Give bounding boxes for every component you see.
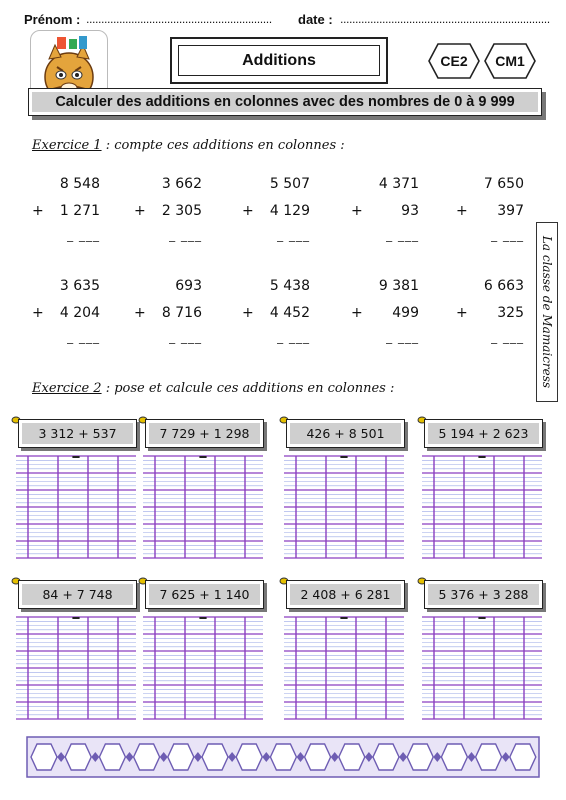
exercise2-text: : pose et calcule ces additions en colonnes :	[105, 381, 395, 396]
plus-sign: +	[242, 305, 254, 321]
level-badge-cm1	[484, 43, 536, 79]
decorative-border	[26, 736, 540, 778]
operation-card	[286, 419, 408, 451]
exercise1-label: Exercice 1	[32, 138, 102, 153]
operation-card	[145, 419, 267, 451]
answer-blank[interactable]: _ ___	[67, 330, 100, 344]
plus-sign: +	[351, 203, 363, 219]
plus-sign: +	[134, 305, 146, 321]
date-label: date :	[298, 12, 333, 27]
operation-text: 5 376 + 3 288	[428, 584, 539, 605]
answer-blank[interactable]: _ ___	[169, 330, 202, 344]
addend-top: 3 635	[59, 278, 100, 294]
title-box	[170, 37, 388, 84]
plus-sign: +	[456, 305, 468, 321]
column-addition	[351, 278, 427, 358]
exercise2-label: Exercice 2	[32, 381, 102, 396]
bee-icon	[280, 570, 288, 578]
bee-icon	[12, 409, 20, 417]
date-field[interactable]: ......................................................................	[340, 13, 550, 26]
column-addition	[134, 278, 210, 358]
operation-text: 3 312 + 537	[22, 423, 133, 444]
bee-icon	[280, 409, 288, 417]
column-addition	[456, 278, 532, 358]
operation-text: 7 625 + 1 140	[149, 584, 260, 605]
answer-blank[interactable]: _ ___	[277, 330, 310, 344]
bee-icon	[139, 409, 147, 417]
exercise2-heading	[32, 381, 394, 396]
level-badge-ce2	[428, 43, 480, 79]
signature-text: La classe de Mamaicress	[540, 235, 554, 389]
addend-bottom: 4 129	[269, 203, 310, 219]
answer-blank[interactable]: _ ___	[386, 330, 419, 344]
answer-blank[interactable]: _ ___	[386, 228, 419, 242]
answer-blank[interactable]: _ ___	[67, 228, 100, 242]
addend-bottom: 4 452	[269, 305, 310, 321]
addend-bottom: 93	[401, 203, 419, 219]
instruction-banner	[28, 88, 546, 120]
level-label: CM1	[495, 53, 525, 69]
column-addition	[32, 278, 108, 358]
operation-card	[18, 580, 140, 612]
column-addition	[351, 176, 427, 256]
operation-card	[424, 419, 546, 451]
plus-sign: +	[351, 305, 363, 321]
bee-icon	[418, 570, 426, 578]
operation-text: 84 + 7 748	[22, 584, 133, 605]
exercise1-heading	[32, 138, 345, 153]
operation-text: 2 408 + 6 281	[290, 584, 401, 605]
addend-bottom: 4 204	[59, 305, 100, 321]
operation-text: 5 194 + 2 623	[428, 423, 539, 444]
bee-icon	[139, 570, 147, 578]
operation-card	[145, 580, 267, 612]
addend-top: 6 663	[483, 278, 524, 294]
signature-box	[536, 222, 558, 402]
bee-icon	[418, 409, 426, 417]
operation-text: 426 + 8 501	[290, 423, 401, 444]
column-addition	[242, 278, 318, 358]
plus-sign: +	[32, 305, 44, 321]
addend-top: 4 371	[378, 176, 419, 192]
plus-sign: +	[456, 203, 468, 219]
plus-sign: +	[134, 203, 146, 219]
answer-blank[interactable]: _ ___	[169, 228, 202, 242]
exercise1-text: : compte ces additions en colonnes :	[105, 138, 345, 153]
operation-text: 7 729 + 1 298	[149, 423, 260, 444]
addend-bottom: 1 271	[59, 203, 100, 219]
addend-bottom: 2 305	[161, 203, 202, 219]
addend-bottom: 325	[497, 305, 524, 321]
answer-blank[interactable]: _ ___	[491, 228, 524, 242]
instruction-text: Calculer des additions en colonnes avec des nombres de 0 à 9 999	[32, 92, 538, 112]
addend-bottom: 8 716	[161, 305, 202, 321]
column-addition	[242, 176, 318, 256]
answer-grid[interactable]	[143, 617, 263, 719]
answer-grid[interactable]	[143, 456, 263, 558]
prenom-label: Prénom :	[24, 12, 81, 27]
addend-top: 5 438	[269, 278, 310, 294]
answer-grid[interactable]	[422, 617, 542, 719]
prenom-field[interactable]: ..............................................................	[86, 13, 272, 26]
answer-grid[interactable]	[284, 456, 404, 558]
addend-top: 7 650	[483, 176, 524, 192]
column-addition	[134, 176, 210, 256]
answer-blank[interactable]: _ ___	[491, 330, 524, 344]
operation-card	[424, 580, 546, 612]
plus-sign: +	[242, 203, 254, 219]
addend-top: 3 662	[161, 176, 202, 192]
column-addition	[456, 176, 532, 256]
plus-sign: +	[32, 203, 44, 219]
answer-grid[interactable]	[16, 456, 136, 558]
addend-bottom: 397	[497, 203, 524, 219]
addend-top: 693	[175, 278, 202, 294]
addend-bottom: 499	[392, 305, 419, 321]
operation-card	[286, 580, 408, 612]
bee-icon	[12, 570, 20, 578]
answer-blank[interactable]: _ ___	[277, 228, 310, 242]
addend-top: 8 548	[59, 176, 100, 192]
operation-card	[18, 419, 140, 451]
page-title: Additions	[178, 45, 380, 76]
column-addition	[32, 176, 108, 256]
answer-grid[interactable]	[422, 456, 542, 558]
level-label: CE2	[440, 53, 468, 69]
addend-top: 9 381	[378, 278, 419, 294]
answer-grid[interactable]	[16, 617, 136, 719]
addend-top: 5 507	[269, 176, 310, 192]
answer-grid[interactable]	[284, 617, 404, 719]
